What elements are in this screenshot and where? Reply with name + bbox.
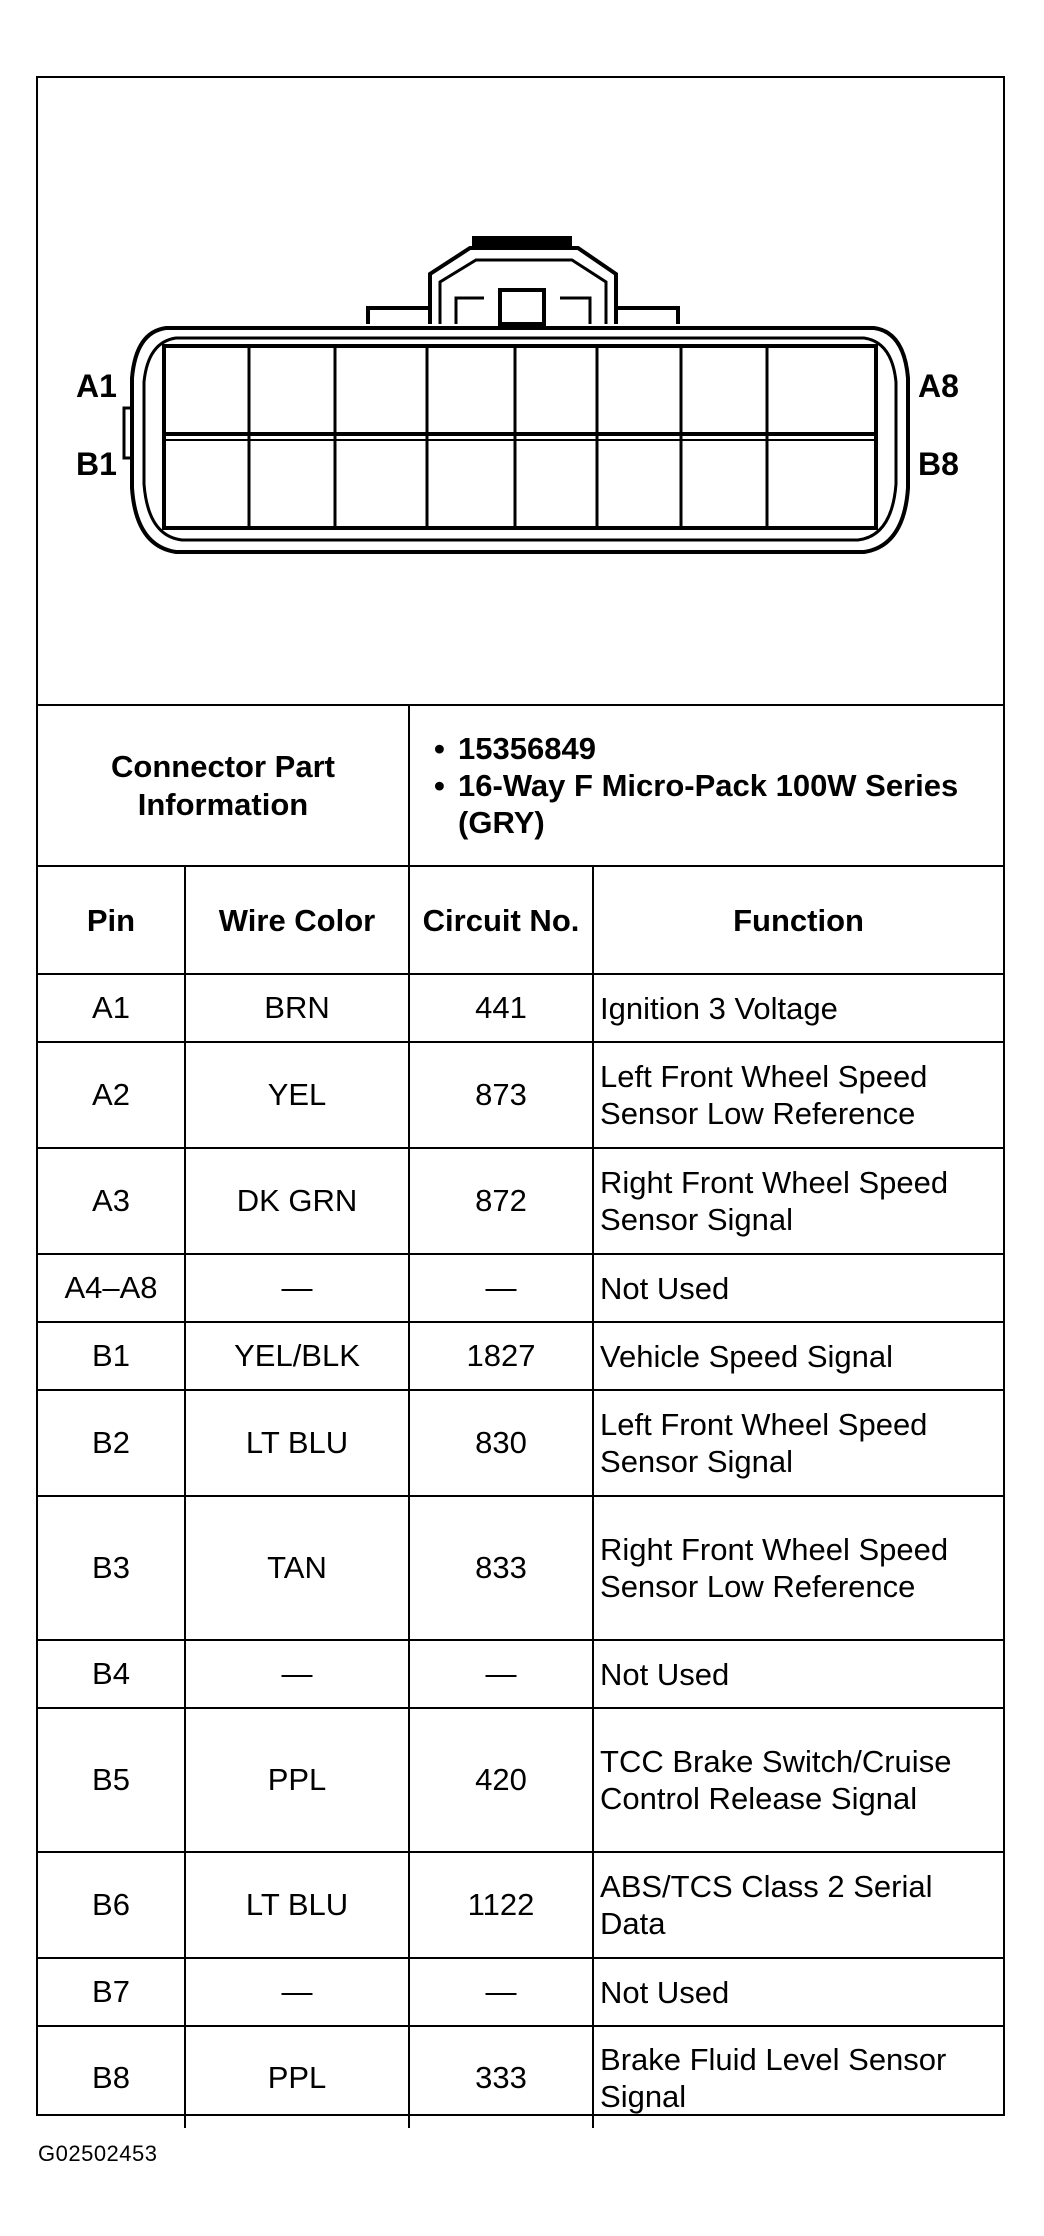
cell-wire-color: — <box>185 1958 409 2026</box>
cell-circuit: 830 <box>409 1390 593 1496</box>
cell-function: Left Front Wheel Speed Sensor Low Reference <box>593 1042 1003 1148</box>
cell-wire-color: LT BLU <box>185 1390 409 1496</box>
cell-wire-color: — <box>185 1254 409 1322</box>
cell-pin: A2 <box>38 1042 185 1148</box>
cell-function: Ignition 3 Voltage <box>593 974 1003 1042</box>
table-row <box>38 1496 1003 1640</box>
cell-circuit: 420 <box>409 1708 593 1852</box>
cell-wire-color: — <box>185 1640 409 1708</box>
cell-pin: B3 <box>38 1496 185 1640</box>
table-header-row <box>38 866 1003 974</box>
table-row <box>38 1852 1003 1958</box>
connector-sheet <box>36 76 1005 2116</box>
cell-function: Vehicle Speed Signal <box>593 1322 1003 1390</box>
cell-function: Not Used <box>593 1958 1003 2026</box>
cell-pin: A4–A8 <box>38 1254 185 1322</box>
cell-circuit: 333 <box>409 2026 593 2128</box>
figure-id: G02502453 <box>38 2141 158 2166</box>
header-wire-color: Wire Color <box>185 866 409 974</box>
table-row <box>38 2026 1003 2128</box>
cell-pin: B8 <box>38 2026 185 2128</box>
cell-function: Right Front Wheel Speed Sensor Signal <box>593 1148 1003 1254</box>
connector-info-label: Connector Part Information <box>38 706 409 866</box>
pinout-table <box>38 706 1003 2128</box>
cell-wire-color: YEL <box>185 1042 409 1148</box>
cell-wire-color: YEL/BLK <box>185 1322 409 1390</box>
cell-circuit: — <box>409 1254 593 1322</box>
cell-wire-color: BRN <box>185 974 409 1042</box>
table-row <box>38 1708 1003 1852</box>
table-row <box>38 1390 1003 1496</box>
connector-info-values <box>409 706 1003 866</box>
cell-wire-color: DK GRN <box>185 1148 409 1254</box>
cell-function: Brake Fluid Level Sensor Signal <box>593 2026 1003 2128</box>
connector-face-drawing <box>38 78 1003 704</box>
cell-circuit: 1122 <box>409 1852 593 1958</box>
latch-tab <box>500 290 544 324</box>
cell-pin: A3 <box>38 1148 185 1254</box>
table-row <box>38 1042 1003 1148</box>
cell-pin: B2 <box>38 1390 185 1496</box>
cell-circuit: 1827 <box>409 1322 593 1390</box>
cell-function: Not Used <box>593 1254 1003 1322</box>
cavity-grid <box>164 346 876 528</box>
header-function: Function <box>593 866 1003 974</box>
table-row <box>38 1322 1003 1390</box>
connector-diagram <box>38 78 1003 706</box>
pin-label-b8: B8 <box>918 446 959 482</box>
cell-pin: A1 <box>38 974 185 1042</box>
cell-pin: B1 <box>38 1322 185 1390</box>
header-circuit: Circuit No. <box>409 866 593 974</box>
cell-wire-color: TAN <box>185 1496 409 1640</box>
cell-pin: B5 <box>38 1708 185 1852</box>
header-pin: Pin <box>38 866 185 974</box>
cell-wire-color: PPL <box>185 2026 409 2128</box>
table-row <box>38 1958 1003 2026</box>
table-row <box>38 1254 1003 1322</box>
cell-pin: B4 <box>38 1640 185 1708</box>
cell-circuit: — <box>409 1958 593 2026</box>
connector-description: • 16-Way F Micro-Pack 100W Series (GRY) <box>434 767 997 841</box>
cell-pin: B6 <box>38 1852 185 1958</box>
cell-function: TCC Brake Switch/Cruise Control Release Signal <box>593 1708 1003 1852</box>
table-row <box>38 1148 1003 1254</box>
pin-label-b1: B1 <box>76 446 117 482</box>
cell-pin: B7 <box>38 1958 185 2026</box>
table-row <box>38 1640 1003 1708</box>
cell-wire-color: LT BLU <box>185 1852 409 1958</box>
connector-part-number: • 15356849 <box>434 730 997 767</box>
cell-circuit: 873 <box>409 1042 593 1148</box>
cell-wire-color: PPL <box>185 1708 409 1852</box>
cell-circuit: 833 <box>409 1496 593 1640</box>
pin-label-a8: A8 <box>918 368 959 404</box>
cell-circuit: — <box>409 1640 593 1708</box>
connector-info-row <box>38 706 1003 866</box>
cell-function: ABS/TCS Class 2 Serial Data <box>593 1852 1003 1958</box>
cell-function: Right Front Wheel Speed Sensor Low Reference <box>593 1496 1003 1640</box>
cell-circuit: 872 <box>409 1148 593 1254</box>
pin-label-a1: A1 <box>76 368 117 404</box>
cell-function: Left Front Wheel Speed Sensor Signal <box>593 1390 1003 1496</box>
table-row <box>38 974 1003 1042</box>
cell-circuit: 441 <box>409 974 593 1042</box>
cell-function: Not Used <box>593 1640 1003 1708</box>
